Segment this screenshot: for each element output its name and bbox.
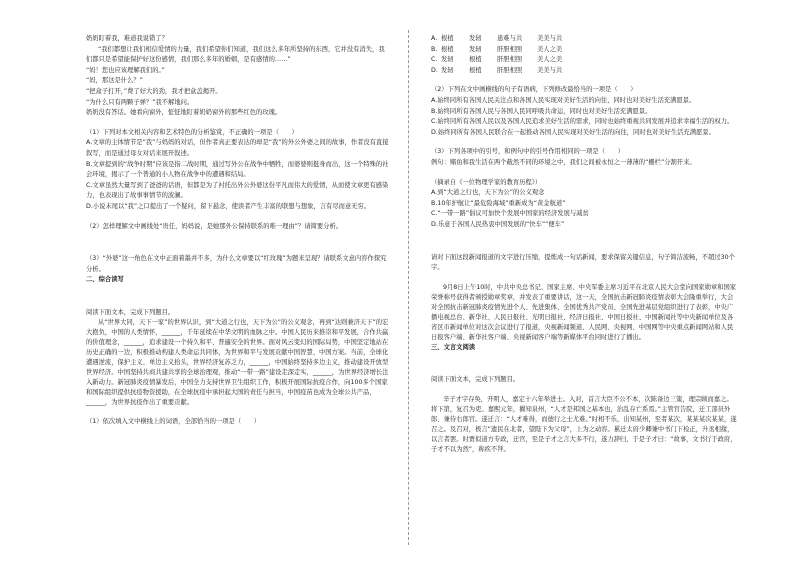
left-column (86, 34, 390, 428)
option-d: D.小说末尾以“我”之口提出了一个疑问，留下悬念，使读者产生丰富的联想与想象，言有尽而意无穷。 (86, 202, 371, 210)
story-line: 奶奶没有答话。她看向窗外，怔怔地盯着奶奶窗外的那些红色的玫瑰。 (86, 109, 282, 117)
classical-passage: 辛子才字存奂，开明人，嘉定十六年举进士。入对，首言大臣不公不本，次陈备边三策，理宗顾而嘉之。将下第，复召为吏。嘉熙元年，擢知泉州，“人才是邦国之基本也，治乱存亡系焉。”主管官告院，迁工部员外郎、兼侍右郎官。遂迁言：“人才难得，而德行之士尤难。”时相不乐，出知某州，至者某次，某某某次某某，遂召之。及召对，极言“遗民在北者，望陛下为父母”，上为之动容。累迁太府少卿兼中书门下检正，升丞相掾，以言者罢。时贾似道方专政，迁官，至是子才之言大多不行，遂力辞归，于是子才曰：“故事，文书行于政府，子才不以为然”，称疾不拜。 (431, 395, 737, 453)
option-row: C. 发轫 根植 肝胆相照 美人之美 (431, 56, 563, 64)
spacer (86, 119, 390, 128)
option-row: B. 根植 发轫 肝胆相照 美人之美 (431, 45, 563, 53)
option-c: C.文章虽然大量写到了爸爸的话语，但都是为了衬托出外公外婆这份平凡而伟大的爱情，从而使文章更有感染力，也表现出了故事事情节的波澜。 (86, 181, 389, 200)
section-intro: 阅读下面文本，完成下列题目。 (86, 308, 175, 316)
answer-space (431, 231, 737, 253)
spacer (431, 386, 737, 395)
spacer (431, 169, 737, 178)
spacer (431, 76, 737, 85)
option-row: D. 发轫 根植 肝胆相照 美美与共 (431, 66, 563, 74)
spacer (86, 213, 390, 222)
option-c: C.始终同所有各国人民以及各国人民追求美好生活的需求，同时也始终重视共同发展并追求幸福生活的权力。 (431, 118, 734, 126)
story-line: “妈！您也应该理解我们的。” (86, 66, 165, 74)
spacer (86, 408, 390, 417)
option-b: B.10年护航让“最危险海域”重新成为“黄金航道” (431, 199, 566, 207)
section-heading: 三、文言文阅读 (431, 343, 476, 351)
story-line: “为什么只有两颗子弹？”我不解地问。 (86, 98, 194, 106)
spacer (431, 274, 737, 283)
column-divider (408, 30, 409, 545)
story-line: “我们都想让我们相信爱情的力量，我们希望你们知道，我们这么多年所坚持的东西，它并没有消失，我们都只是希望能保护好这份感情，我们那么多年的婚姻，是有感情的……” (86, 45, 385, 64)
answer-space (431, 353, 737, 375)
option-row: A. 根植 发轫 患难与共 美美与共 (431, 35, 563, 42)
section-intro: 阅读下面文本，完成下列题目。 (431, 376, 520, 384)
option-a: A.始终同所有各国人民关注点和各国人民实现对美好生活的向往，同时也对美好生活充满愿景。 (431, 96, 696, 104)
question-stem: （2）下列在文中画横线的句子有语病，下列修改最恰当的一项是（ ） (431, 86, 637, 94)
news-passage: 9月8日上午10时，中共中央总书记、国家主席、中央军委主席习近平在北京人民大会堂向国家勋章和国家荣誉称号获得者颁授勋章奖章，并发表了重要讲话，这一天，全国抗击新冠肺炎疫情表彰大会隆重举行，大会对全国抗击新冠肺炎疫情先进个人、先进集体、全国优秀共产党员、全国先进基层党组织进行了表彰，中央广播电视总台、新华社、人民日报社、光明日报社、经济日报社、中国日报社、中国新闻社等中央新闻单位及各省区市新闻单位对这次会议进行了报道，央视新闻频道、人民网、央视网、中国网等中央重点新闻网站和人民日报客户端、新华社客户端、央视新闻客户端等新媒体平台同时进行了播出。 (431, 283, 737, 341)
question-stem: 请对下面这段新闻报道的文字进行压缩，提炼成一句话新闻，要求保留关键信息，句子简洁流畅，不超过30个字。 (431, 253, 735, 272)
option-d: D.乐意于各国人民热衷中国发展的“快车”“便车” (431, 220, 565, 228)
reading-passage: 从“世界大同，天下一家”的世界认识，到“大道之行也，天下为公”的公义观念，再到“达则兼济天下”的宏大抱负，中国的人类情怀，______，千年延续在中华文明的血脉之中。中国人民历来推崇和平发展，合作共赢的价值理念，______，追求建设一个持久和平、普遍安全的世界。面对风云变幻的国际局势，中国坚定地站在历史正确的一边，积极推动构建人类命运共同体，为世界和平与发展贡献中国智慧、中国方案。当前，全球化遭遇逆流，保护主义、单边主义抬头，世界经济复苏乏力，______，中国始终坚持多边主义，推动建设开放型世界经济。中国坚持共商共建共享的全球治理观，推动“一带一路”建设走深走实，______，为世界经济增长注入新动力。新冠肺炎疫情暴发后，中国全力支持世界卫生组织工作，积极开展国际抗疫合作，向100多个国家和国际组织提供抗疫物资援助，在全球抗疫中承担起大国的责任与担当，中国疫苗也成为全球公共产品，______，为世界抗疫作出了重要贡献。 (86, 319, 389, 407)
option-c: C.“一带一路”倡议可加快个发展中国家的经济发展与减贫 (431, 210, 589, 218)
right-column (431, 34, 737, 455)
question-stem: （1）下列对本文相关内容和艺术特色的分析鉴赏，不正确的一项是（ ） (86, 128, 298, 136)
story-line: “把盒子打开，”费了好大的劲，我才把盒盖揭开。 (86, 87, 222, 95)
answer-space (86, 232, 390, 254)
answer-space (86, 286, 390, 308)
option-b: B.文章提到的“战争时期”应该是指二战时期，通过写外公在战争中牺牲，而婆婆则挺身而出，这一个特殊的社会环境，揭示了一个普通的小人物在战争中的遭遇和结局。 (86, 160, 389, 179)
spacer (431, 138, 737, 147)
question-stem: （3）“外婆”这一角色在文中正面着墨并不多，为什么文章要以“红玫瑰”为题来呈现？请联系文意内容作探究分析。 (86, 255, 387, 273)
example-sentence: 例句：赌鱼和我生活在两个截然不同的环境之中，我们之间被永恒之一薄薄的“栅栏”分割开来。 (431, 158, 696, 166)
section-heading: 二、综合读写 (86, 276, 124, 284)
source-note: （摘录自《一位物理学家的教育历程》） (431, 178, 542, 186)
question-stem: （2）怎样理解文中画线处“贵任，妈妈说，是她那外公保持联系的唯一理由”？请简要分析。 (86, 222, 343, 230)
story-line: 奶奶盯着我，难道我说错了？ (86, 35, 168, 42)
question-stem: （3）下列各项中的引号，和例句中的引号作用相同的一项是（ ） (431, 148, 624, 156)
option-a: A.文章的主体情节是“我”与妈妈的对话，但作者真正要表达的却是“我”的外公外婆之间的故事，作者没有直接叙写，而是通过母女对话来展开叙述。 (86, 139, 389, 157)
question-stem: （1）依次填入文中横线上的词语，全部恰当的一项是（ ） (86, 418, 261, 426)
option-b: B.始终同所有各国人民与各国人民同呼吸共命运，同时也对美好生活充满愿景。 (431, 107, 652, 115)
story-line: “妈，那这是什么？” (86, 77, 143, 85)
option-a: A.到“大道之行也，天下为公”的公义观念 (431, 189, 545, 197)
option-d: D.始终同所有各国人民联合在一起推动各国人民实现对美好生活的向往，同时也对美好生活充满愿景。 (431, 128, 715, 136)
